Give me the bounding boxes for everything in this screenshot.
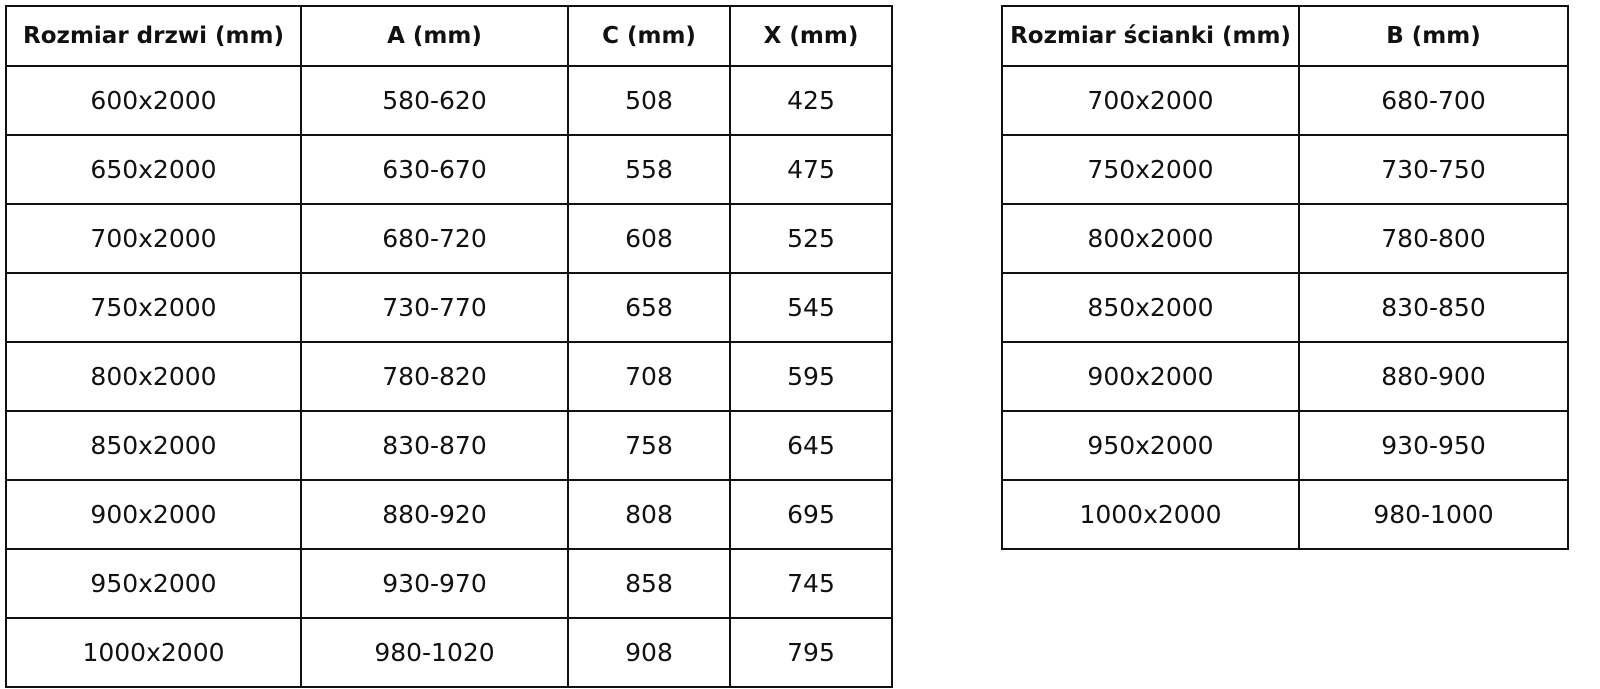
cell-a: 930-970 — [301, 549, 568, 618]
cell-door-size: 800x2000 — [6, 342, 301, 411]
cell-b: 980-1000 — [1299, 480, 1568, 549]
cell-door-size: 950x2000 — [6, 549, 301, 618]
cell-a: 630-670 — [301, 135, 568, 204]
table-row — [1002, 273, 1568, 342]
cell-wall-size: 1000x2000 — [1002, 480, 1299, 549]
table-header-row — [1002, 6, 1568, 66]
cell-door-size: 600x2000 — [6, 66, 301, 135]
cell-wall-size: 800x2000 — [1002, 204, 1299, 273]
column-header-a: A (mm) — [301, 6, 568, 66]
cell-wall-size: 700x2000 — [1002, 66, 1299, 135]
cell-x: 795 — [730, 618, 892, 687]
doors-table-body — [6, 66, 892, 687]
cell-b: 730-750 — [1299, 135, 1568, 204]
cell-c: 808 — [568, 480, 730, 549]
table-row — [6, 273, 892, 342]
cell-x: 425 — [730, 66, 892, 135]
wall-dimensions-table — [1001, 5, 1569, 550]
cell-door-size: 750x2000 — [6, 273, 301, 342]
table-row — [6, 66, 892, 135]
cell-a: 680-720 — [301, 204, 568, 273]
column-header-door-size: Rozmiar drzwi (mm) — [6, 6, 301, 66]
table-row — [1002, 135, 1568, 204]
table-row — [6, 549, 892, 618]
cell-door-size: 700x2000 — [6, 204, 301, 273]
table-row — [6, 480, 892, 549]
cell-c: 858 — [568, 549, 730, 618]
table-row — [6, 135, 892, 204]
cell-wall-size: 850x2000 — [1002, 273, 1299, 342]
cell-b: 830-850 — [1299, 273, 1568, 342]
table-row — [1002, 204, 1568, 273]
cell-x: 745 — [730, 549, 892, 618]
cell-a: 880-920 — [301, 480, 568, 549]
column-header-c: C (mm) — [568, 6, 730, 66]
cell-a: 730-770 — [301, 273, 568, 342]
cell-door-size: 850x2000 — [6, 411, 301, 480]
column-header-wall-size: Rozmiar ścianki (mm) — [1002, 6, 1299, 66]
wall-table-header — [1002, 6, 1568, 66]
cell-door-size: 650x2000 — [6, 135, 301, 204]
cell-c: 558 — [568, 135, 730, 204]
cell-c: 708 — [568, 342, 730, 411]
cell-a: 980-1020 — [301, 618, 568, 687]
cell-c: 508 — [568, 66, 730, 135]
cell-c: 658 — [568, 273, 730, 342]
column-header-x: X (mm) — [730, 6, 892, 66]
cell-a: 780-820 — [301, 342, 568, 411]
table-row — [1002, 342, 1568, 411]
cell-c: 908 — [568, 618, 730, 687]
cell-wall-size: 950x2000 — [1002, 411, 1299, 480]
cell-wall-size: 750x2000 — [1002, 135, 1299, 204]
cell-x: 695 — [730, 480, 892, 549]
doors-table-header — [6, 6, 892, 66]
table-row — [6, 342, 892, 411]
column-header-b: B (mm) — [1299, 6, 1568, 66]
doors-dimensions-table — [5, 5, 893, 688]
table-row — [6, 204, 892, 273]
cell-c: 608 — [568, 204, 730, 273]
cell-a: 830-870 — [301, 411, 568, 480]
cell-x: 595 — [730, 342, 892, 411]
cell-x: 525 — [730, 204, 892, 273]
table-row — [6, 411, 892, 480]
table-header-row — [6, 6, 892, 66]
cell-x: 475 — [730, 135, 892, 204]
table-row — [1002, 480, 1568, 549]
cell-door-size: 900x2000 — [6, 480, 301, 549]
cell-c: 758 — [568, 411, 730, 480]
cell-door-size: 1000x2000 — [6, 618, 301, 687]
cell-a: 580-620 — [301, 66, 568, 135]
table-row — [6, 618, 892, 687]
cell-b: 930-950 — [1299, 411, 1568, 480]
table-row — [1002, 411, 1568, 480]
cell-b: 780-800 — [1299, 204, 1568, 273]
cell-wall-size: 900x2000 — [1002, 342, 1299, 411]
table-row — [1002, 66, 1568, 135]
cell-x: 545 — [730, 273, 892, 342]
cell-b: 880-900 — [1299, 342, 1568, 411]
cell-x: 645 — [730, 411, 892, 480]
wall-table-body — [1002, 66, 1568, 549]
cell-b: 680-700 — [1299, 66, 1568, 135]
